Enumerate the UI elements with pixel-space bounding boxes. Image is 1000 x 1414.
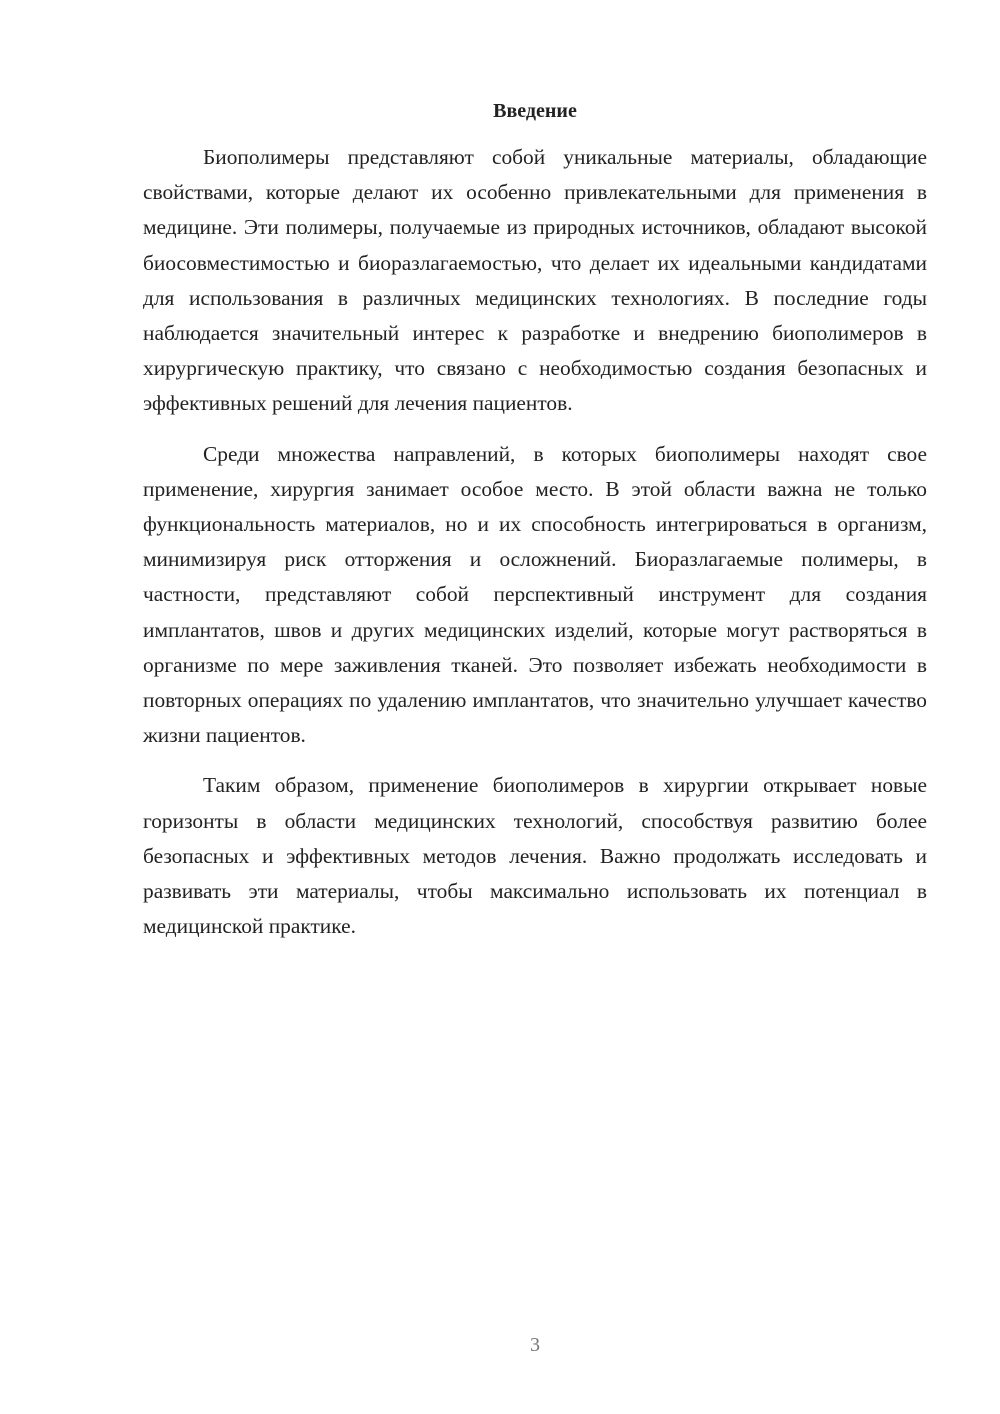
paragraph-2: Среди множества направлений, в которых биополимеры находят свое применение, хирургия занимает особое место. В этой области важна не только функциональность материалов, но и их способность интегрироваться в организм, минимизируя риск отторжения и осложнений. Биоразлагаемые полимеры, в частности, представляют собой перспективный инструмент для создания имплантатов, швов и других медицинских изделий, которые могут растворяться в организме по мере заживления тканей. Это позволяет избежать необходимости в повторных операциях по удалению имплантатов, что значительно улучшает качество жизни пациентов.	[143, 441, 927, 748]
paragraph-3: Таким образом, применение биополимеров в хирургии открывает новые горизонты в области медицинских технологий, способствуя развитию более безопасных и эффективных методов лечения. Важно продолжать исследовать и развивать эти материалы, чтобы максимально использовать их потенциал в медицинской практике.	[143, 773, 927, 939]
section-title: Введение	[493, 100, 577, 122]
paragraph-1: Биополимеры представляют собой уникальные материалы, обладающие свойствами, которые делают их особенно привлекательными для применения в медицине. Эти полимеры, получаемые из природных источников, обладают высокой биосовместимостью и биоразлагаемостью, что делает их идеальными кандидатами для использования в различных медицинских технологиях. В последние годы наблюдается значительный интерес к разработке и внедрению биополимеров в хирургическую практику, что связано с необходимостью создания безопасных и эффективных решений для лечения пациентов.	[143, 145, 927, 416]
document-body	[143, 140, 927, 959]
page-number: 3	[530, 1334, 540, 1356]
